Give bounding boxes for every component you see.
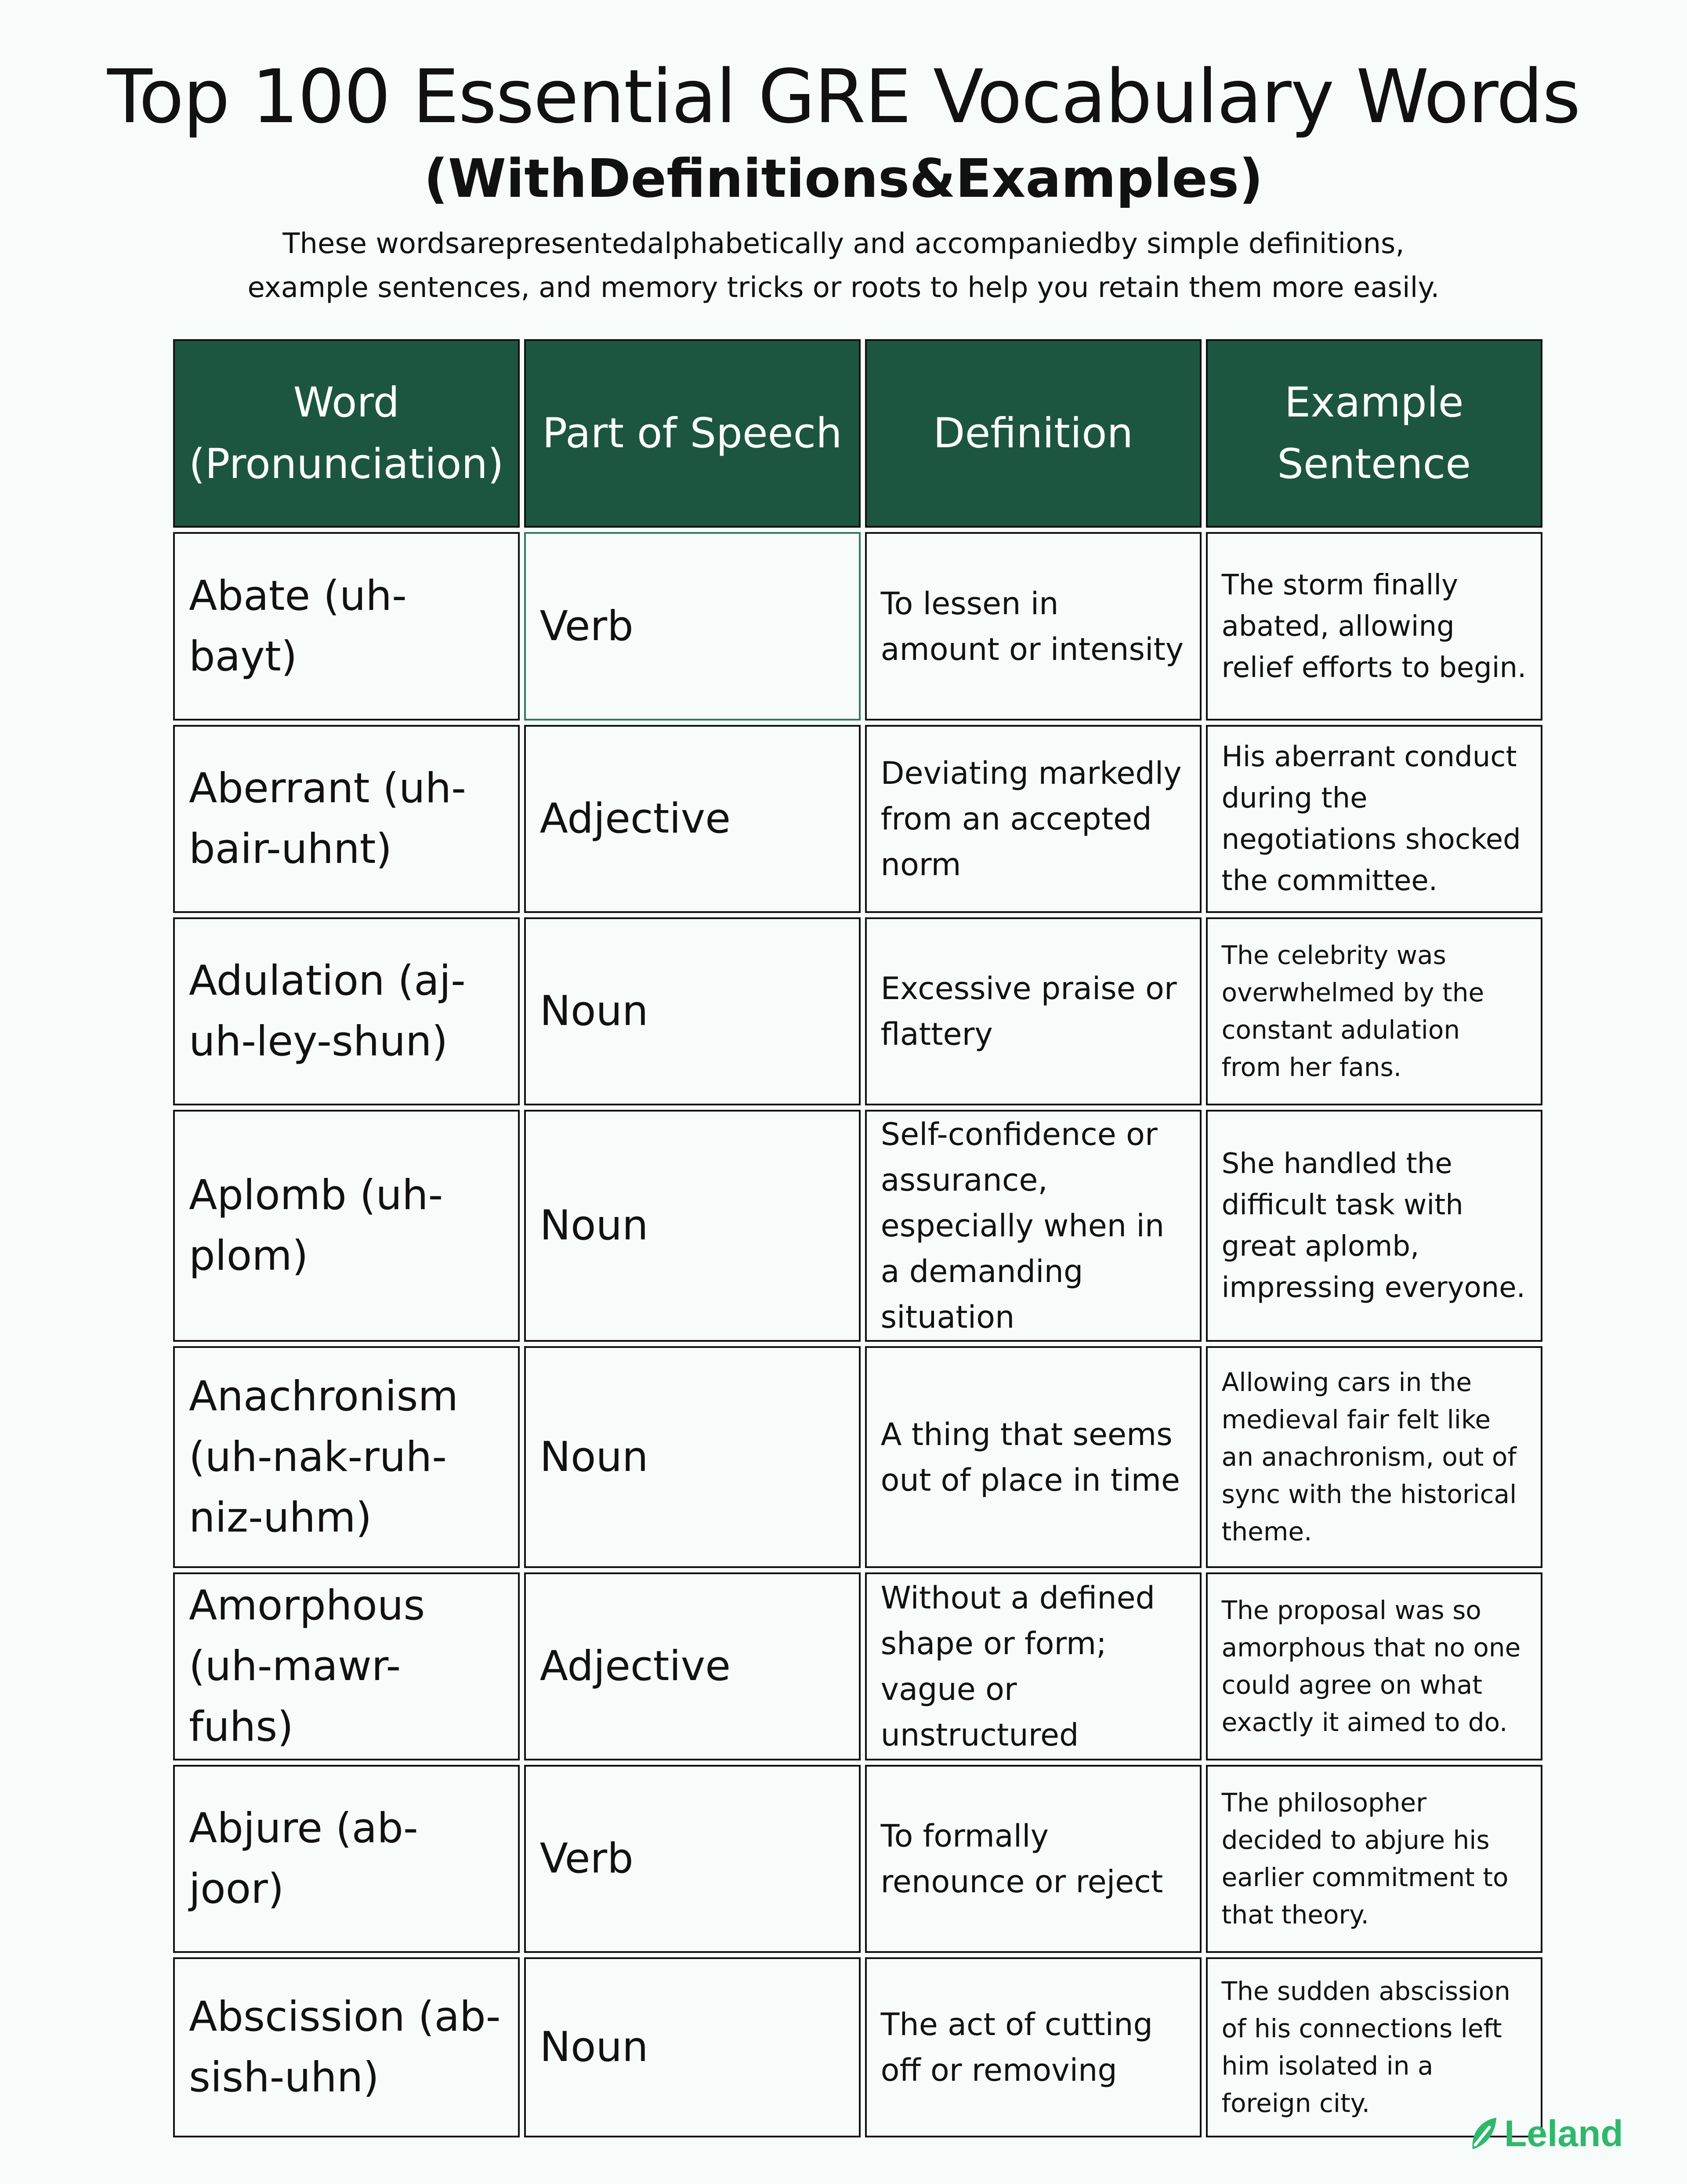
table-row (173, 1957, 1542, 2137)
column-header-word: Word (Pronunciation) (173, 339, 520, 528)
brand-name: Leland (1504, 2113, 1623, 2154)
example-cell: Allowing cars in the medieval fair felt like an anachronism, out of sync with the historical theme. (1206, 1346, 1542, 1568)
column-header-definition: Definition (865, 339, 1202, 528)
word-cell: Aberrant (uh-bair-uhnt) (173, 725, 520, 913)
table-row (173, 725, 1542, 913)
definition-cell: A thing that seems out of place in time (865, 1346, 1202, 1568)
word-cell: Adulation (aj-uh-ley-shun) (173, 917, 520, 1105)
definition-cell: Without a defined shape or form; vague or unstructured (865, 1572, 1202, 1760)
vocabulary-table (169, 335, 1547, 2142)
table-header-row (173, 339, 1542, 528)
intro-line: These wordsarepresentedalphabetically and accompaniedby simple definitions, (282, 228, 1405, 260)
definition-cell: To formally renounce or reject (865, 1765, 1202, 1953)
column-header-part-of-speech: Part of Speech (524, 339, 861, 528)
leaf-icon (1467, 2116, 1498, 2151)
example-cell: His aberrant conduct during the negotiations shocked the committee. (1206, 725, 1542, 913)
table-row (173, 1765, 1542, 1953)
word-cell: Anachronism (uh-nak-ruh-niz-uhm) (173, 1346, 520, 1568)
word-cell: Abjure (ab-joor) (173, 1765, 520, 1953)
word-cell: Abscission (ab-sish-uhn) (173, 1957, 520, 2137)
table-row (173, 1572, 1542, 1760)
definition-cell: Excessive praise or flattery (865, 917, 1202, 1105)
example-cell: The sudden abscission of his connections left him isolated in a foreign city. (1206, 1957, 1542, 2137)
intro-line: example sentences, and memory tricks or roots to help you retain them more easily. (247, 272, 1440, 304)
definition-cell: Self-confidence or assurance, especially when in a demanding situation (865, 1110, 1202, 1342)
column-header-example: Example Sentence (1206, 339, 1542, 528)
page-title: Top 100 Essential GRE Vocabulary Words (107, 54, 1580, 140)
definition-cell: Deviating markedly from an accepted norm (865, 725, 1202, 913)
definition-cell: To lessen in amount or intensity (865, 532, 1202, 721)
word-cell: Amorphous (uh-mawr-fuhs) (173, 1572, 520, 1760)
word-cell: Abate (uh-bayt) (173, 532, 520, 721)
part-of-speech-cell: Noun (524, 1346, 861, 1568)
table-row (173, 917, 1542, 1105)
part-of-speech-cell: Verb (524, 532, 861, 721)
intro-text (0, 222, 1687, 310)
word-cell: Aplomb (uh-plom) (173, 1110, 520, 1342)
table-row (173, 1110, 1542, 1342)
example-cell: The storm finally abated, allowing relief efforts to begin. (1206, 532, 1542, 721)
part-of-speech-cell: Noun (524, 1110, 861, 1342)
part-of-speech-cell: Adjective (524, 725, 861, 913)
part-of-speech-cell: Verb (524, 1765, 861, 1953)
part-of-speech-cell: Noun (524, 917, 861, 1105)
example-cell: The celebrity was overwhelmed by the constant adulation from her fans. (1206, 917, 1542, 1105)
part-of-speech-cell: Adjective (524, 1572, 861, 1760)
page-subtitle: (WithDefinitions&Examples) (424, 148, 1263, 210)
brand-logo (1467, 2112, 1623, 2155)
example-cell: She handled the difficult task with great aplomb, impressing everyone. (1206, 1110, 1542, 1342)
part-of-speech-cell: Noun (524, 1957, 861, 2137)
table-row (173, 532, 1542, 721)
definition-cell: The act of cutting off or removing (865, 1957, 1202, 2137)
example-cell: The philosopher decided to abjure his earlier commitment to that theory. (1206, 1765, 1542, 1953)
example-cell: The proposal was so amorphous that no one could agree on what exactly it aimed to do. (1206, 1572, 1542, 1760)
table-row (173, 1346, 1542, 1568)
